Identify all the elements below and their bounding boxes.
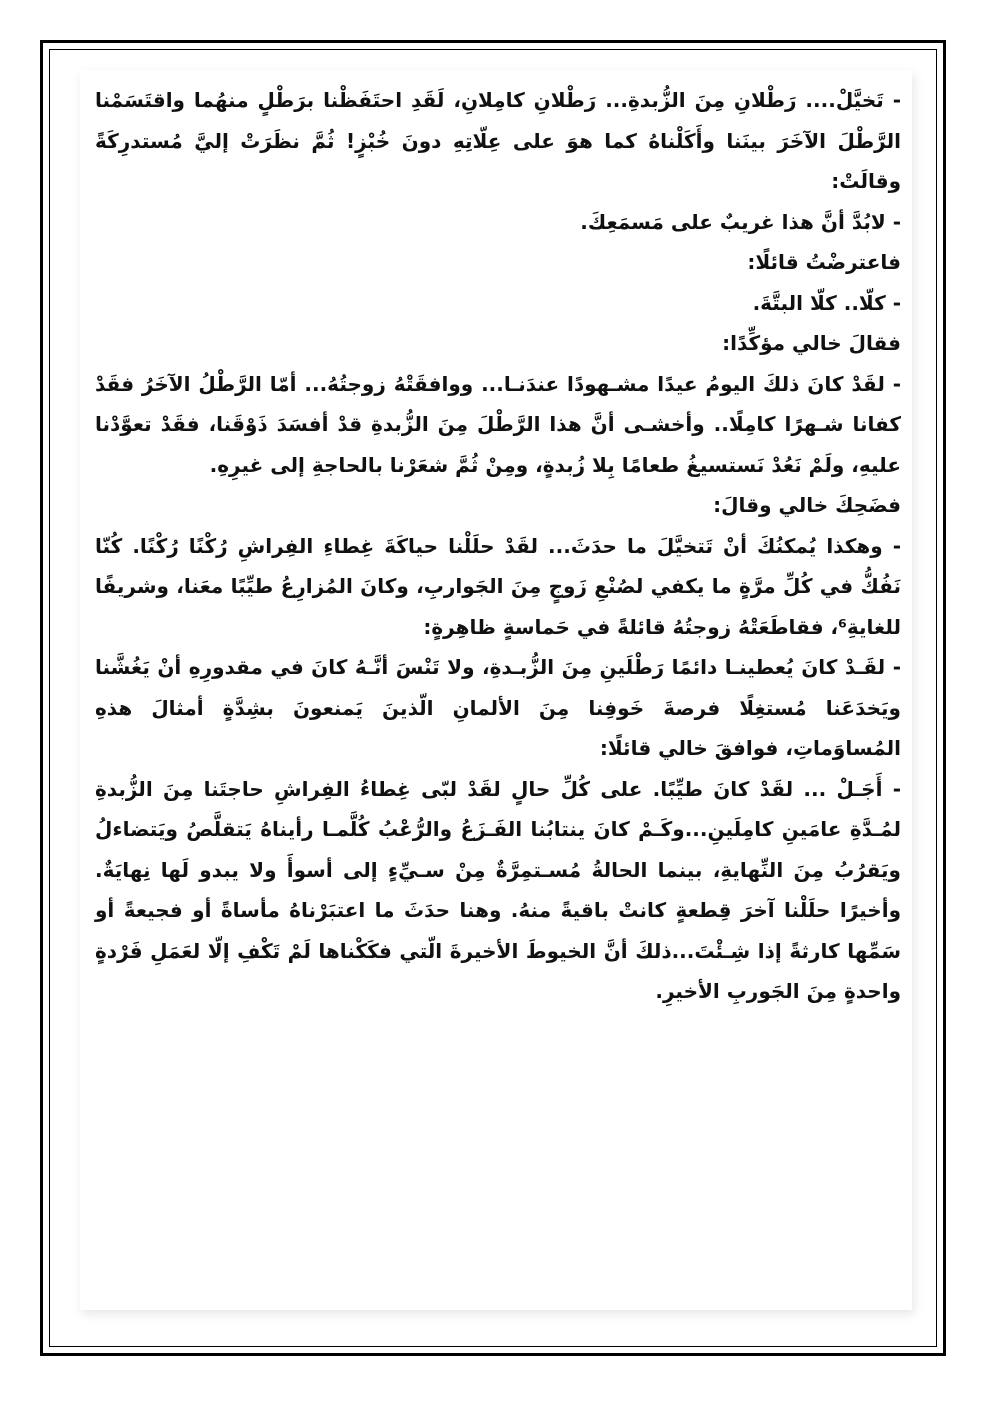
paragraph: فقالَ خالي مؤكِّدًا:: [722, 331, 901, 355]
story-text: [95, 80, 901, 1012]
paragraph: - لقَدْ كانَ ذلكَ اليومُ عيدًا مشـهودًا عندَنـا... ووافقَتْهُ زوجتُهُ... أمّا الرَّطْلُ الآخَرُ فقَدْ كفانا شـهرًا كامِلًا.. وأخشـى أنَّ هذا الرَّطْلَ مِنَ الزُّبدةِ قدْ أفسَدَ ذَوْقَنا، فقَدْ تعوَّدْنا عليهِ، ولَمْ نَعُدْ نَستسيغُ طعامًا بِلا زُبدةٍ، ومِنْ ثُمَّ شعَرْنا بالحاجةِ إلى غيرِهِ.: [95, 371, 901, 477]
paragraph: - تَخيَّلْ.... رَطْلانِ مِنَ الزُّبدةِ... رَطْلانِ كامِلانِ، لَقَدِ احتَفَظْنا برَطْلٍ منهُما واقتَسَمْنا الرَّطْلَ الآخَرَ بينَنا وأَكَلْناهُ كما هوَ على عِلّاتِهِ دونَ خُبْزٍ! ثُمَّ نظَرَتْ إليَّ مُستدرِكَةً وقالَتْ:: [95, 88, 901, 193]
paragraph: - لابُدَّ أنَّ هذا غريبٌ على مَسمَعِكَ.: [580, 209, 901, 234]
paragraph: - كلّا.. كلّا البتَّةَ.: [752, 290, 901, 315]
paragraph: فاعترضْتُ قائلًا:: [747, 250, 901, 274]
paragraph: - وهكذا يُمكنُكَ أنْ تَتخيَّلَ ما حدَثَ... لقَدْ حلَلْنا حياكَةَ غِطاءِ الفِراشِ رُكْنًا رُكْنًا. كُنّا نَفُكُّ في كُلِّ مرَّةٍ ما يكفي لصُنْعِ زَوجٍ مِنَ الجَواربِ، وكانَ المُزارِعُ طيِّبًا معَنا، وشريفًا للغايةِ⁶، فقاطَعَتْهُ زوجتُهُ قائلةً في حَماسةٍ ظاهِرةٍ:: [95, 533, 901, 639]
paragraph: - لقَـدْ كانَ يُعطينـا دائمًا رَطْلَينِ مِنَ الزُّبـدةِ، ولا تَنْسَ أنَّـهُ كانَ في مقدورِهِ أنْ يَغُشَّنا ويَخدَعَنا مُستغِلًا فرصةَ خَوفِنا مِنَ الألمانِ الّذينَ يَمنعونَ بشِدَّةٍ أمثالَ هذهِ المُساوَماتِ، فوافقَ خالي قائلًا:: [95, 655, 901, 760]
paragraph: فضَحِكَ خالي وقالَ:: [713, 493, 901, 517]
paragraph: - أَجَـلْ ... لقَدْ كانَ طيِّبًا. على كُلِّ حالٍ لقَدْ لبّى غِطاءُ الفِراشِ حاجتَنا مِنَ الزُّبدةِ لمُـدَّةِ عامَينِ كامِلَينِ...وكَـمْ كانَ ينتابُنا الفَـزَعُ والرُّعْبُ كُلَّمـا رأيناهُ يَتقلَّصُ ويَتضاءلُ ويَقرُبُ مِنَ النِّهايةِ، بينما الحالةُ مُسـتمِرَّةٌ مِنْ سـيِّءٍ إلى أسوأَ ولا يبدو لَها نِهايَةٌ. وأخيرًا حلَلْنا آخرَ قِطعةٍ كانتْ باقيةً منهُ. وهنا حدَثَ ما اعتبَرْناهُ مأساةً أو فجيعةً أو سَمِّها كارثةً إذا شِـئْتَ...ذلكَ أنَّ الخيوطَ الأخيرةَ الّتي فكَكْناها لَمْ تَكْفِ إلّا لعَمَلِ فَرْدةٍ واحدةٍ مِنَ الجَوربِ الأخيرِ.: [95, 776, 901, 1003]
